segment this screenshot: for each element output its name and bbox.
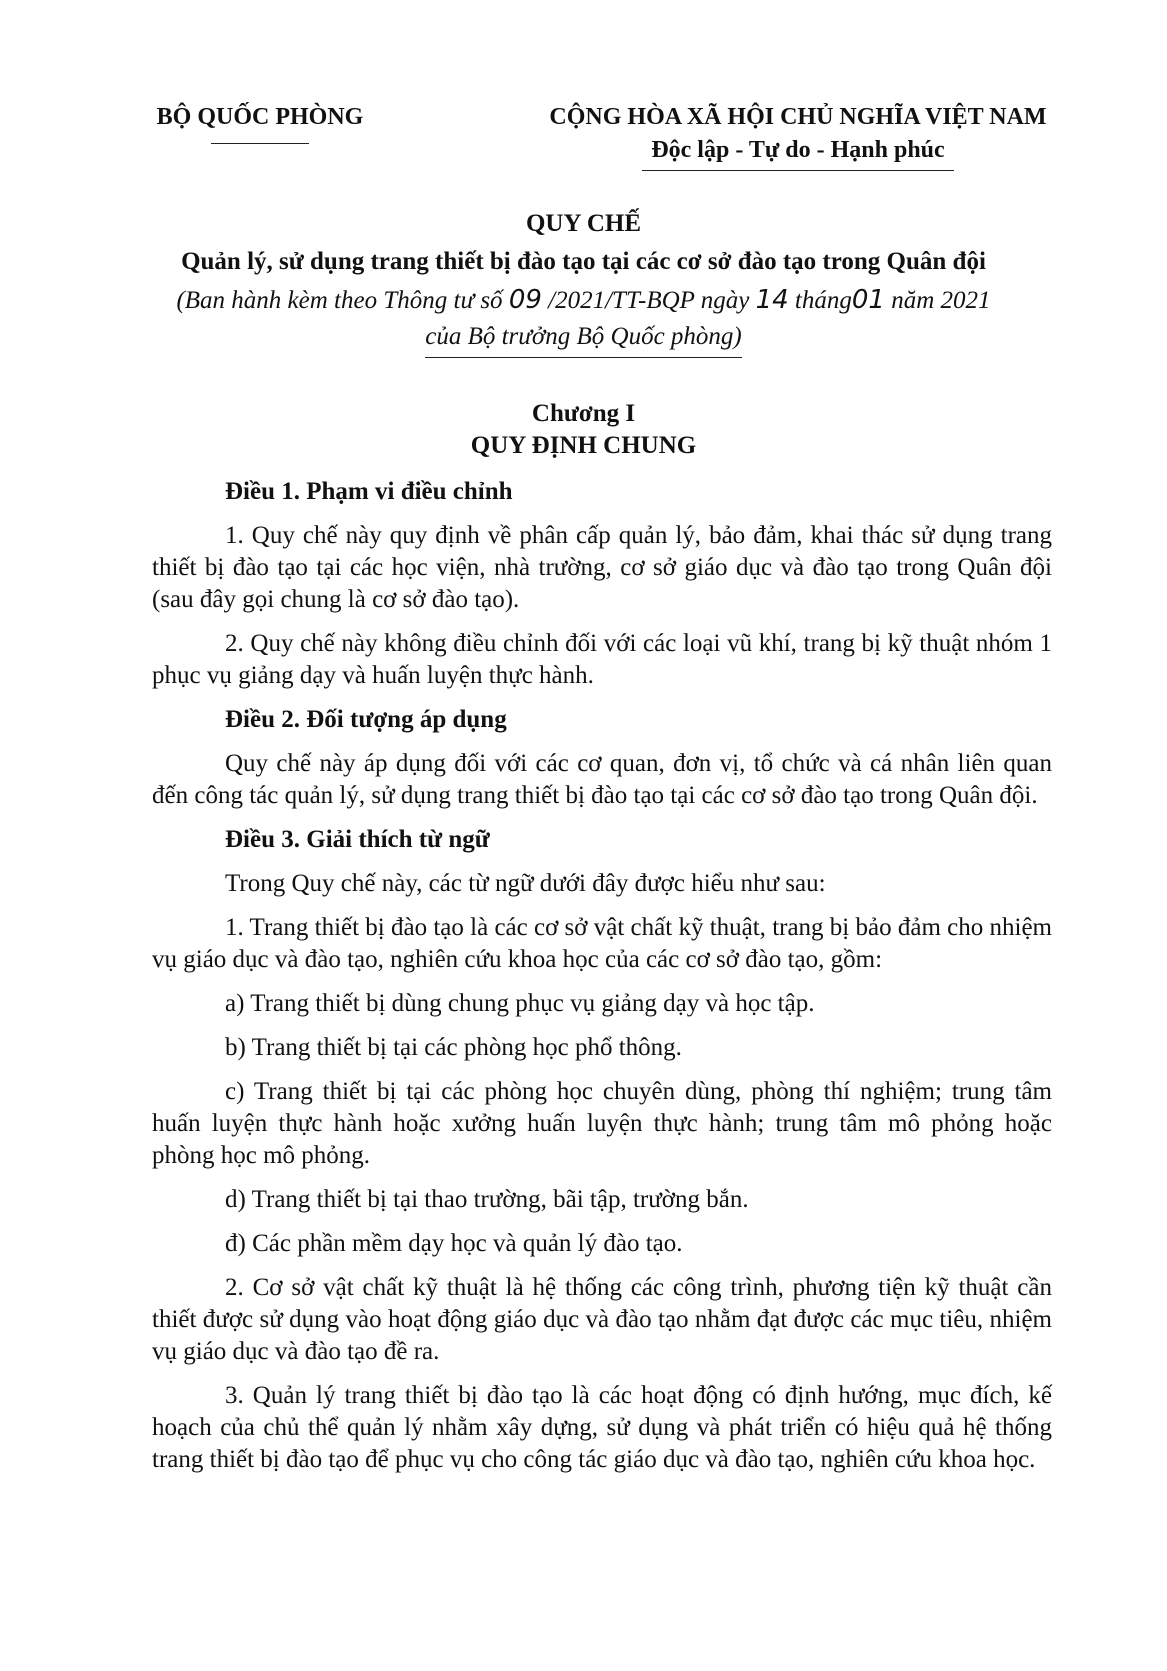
article-2-heading: Điều 2. Đối tượng áp dụng: [225, 706, 507, 733]
article-3-item-a: a) Trang thiết bị dùng chung phục vụ giảng dạy và học tập.: [225, 990, 815, 1017]
issuance-year: năm 2021: [891, 287, 991, 314]
article-3-para-3: 2. Cơ sở vật chất kỹ thuật là hệ thống các công trình, phương tiện kỹ thuật cần thiết được sử dụng vào hoạt động giáo dục và đào tạo nhằm đạt được các mục tiêu, nhiệm vụ giáo dục và đào tạo đề ra.: [152, 1274, 1052, 1365]
issuance-note: [60, 282, 1107, 358]
handwritten-number: 09: [508, 285, 542, 315]
document-body: [152, 476, 1052, 1488]
document-title: QUY CHẾ: [525, 210, 642, 237]
issuance-line2: của Bộ trưởng Bộ Quốc phòng): [425, 319, 742, 358]
article-3-item-dd: đ) Các phần mềm dạy học và quản lý đào tạo.: [225, 1230, 683, 1257]
chapter-title: QUY ĐỊNH CHUNG: [470, 432, 697, 459]
national-header: [538, 104, 1058, 171]
national-motto: Độc lập - Tự do - Hạnh phúc: [651, 137, 945, 163]
handwritten-month: 01: [851, 285, 885, 315]
document-subtitle: Quản lý, sử dụng trang thiết bị đào tạo tại các cơ sở đào tạo trong Quân đội: [181, 248, 986, 275]
ministry-underline: [211, 143, 309, 144]
article-2-para-1: Quy chế này áp dụng đối với các cơ quan, đơn vị, tổ chức và cá nhân liên quan đến công tác quản lý, sử dụng trang thiết bị đào tạo tại các cơ sở đào tạo trong Quân đội.: [152, 750, 1052, 809]
issuance-prefix: (Ban hành kèm theo Thông tư số: [176, 287, 503, 314]
article-3-para-1: Trong Quy chế này, các từ ngữ dưới đây được hiểu như sau:: [225, 870, 826, 897]
article-3-heading: Điều 3. Giải thích từ ngữ: [225, 826, 490, 853]
article-1-para-2: 2. Quy chế này không điều chỉnh đối với các loại vũ khí, trang bị kỹ thuật nhóm 1 phục vụ giảng dạy và huấn luyện thực hành.: [152, 630, 1052, 689]
article-1-heading: Điều 1. Phạm vi điều chỉnh: [225, 478, 513, 505]
country-name: CỘNG HÒA XÃ HỘI CHỦ NGHĨA VIỆT NAM: [549, 104, 1047, 130]
article-3-item-d: d) Trang thiết bị tại thao trường, bãi tập, trường bắn.: [225, 1186, 749, 1213]
title-block: [60, 210, 1107, 358]
handwritten-day: 14: [755, 285, 789, 315]
article-3-item-c: c) Trang thiết bị tại các phòng học chuyên dùng, phòng thí nghiệm; trung tâm huấn luyện thực hành hoặc xưởng huấn luyện thực hành; trung tâm mô phỏng hoặc phòng học mô phỏng.: [152, 1078, 1052, 1169]
ministry-name: BỘ QUỐC PHÒNG: [156, 104, 364, 130]
issuance-month-label: tháng: [794, 287, 852, 314]
article-3-para-2: 1. Trang thiết bị đào tạo là các cơ sở vật chất kỹ thuật, trang bị bảo đảm cho nhiệm vụ giáo dục và đào tạo, nghiên cứu khoa học của các cơ sở đào tạo, gồm:: [152, 914, 1052, 973]
chapter-number: Chương I: [531, 400, 636, 427]
ministry-header: [145, 104, 375, 144]
motto-underline: [642, 170, 954, 171]
issuance-code: /2021/TT-BQP ngày: [548, 287, 750, 314]
article-3-para-4: 3. Quản lý trang thiết bị đào tạo là các hoạt động có định hướng, mục đích, kế hoạch của chủ thể quản lý nhằm xây dựng, sử dụng và phát triển có hiệu quả hệ thống trang thiết bị đào tạo để phục vụ cho công tác giáo dục và đào tạo, nghiên cứu khoa học.: [152, 1382, 1052, 1473]
article-1-para-1: 1. Quy chế này quy định về phân cấp quản lý, bảo đảm, khai thác sử dụng trang thiết bị đào tạo tại các học viện, nhà trường, cơ sở giáo dục và đào tạo trong Quân đội (sau đây gọi chung là cơ sở đào tạo).: [152, 522, 1052, 613]
article-3-item-b: b) Trang thiết bị tại các phòng học phổ thông.: [225, 1034, 682, 1061]
chapter-heading: [60, 400, 1107, 460]
